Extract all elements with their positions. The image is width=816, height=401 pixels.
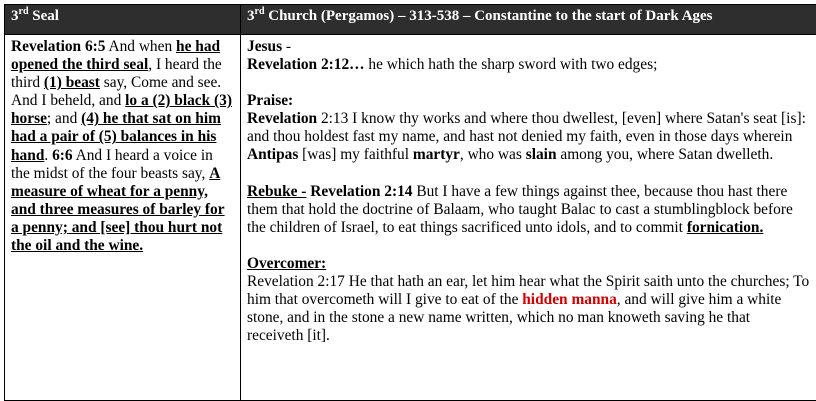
praise-label: Praise: xyxy=(247,92,810,110)
spacer xyxy=(247,165,810,183)
seal-text: Revelation 6:5 And when he had opened the third seal, I heard the third (1) beast say, Come and see. And I beheld, and lo a (2) black (3) horse; and (4) he that sat on him had a pair of (5) balances in his hand. 6:6 And I heard a voice in the midst of the four beasts say, A measure of wheat for a penny, and three measures of barley for a penny; and [see] thou hurt not the oil and the wine. xyxy=(11,38,234,255)
praise-verse: Revelation 2:13 I know thy works and where thou dwellest, [even] where Satan's seat [is]: and thou holdest fast my name, and hast not denied my faith, even in those days wherein Antipas [was] my faithful martyr, who was slain among you, where Satan dwelleth. xyxy=(247,110,810,164)
church-header: 3rd Church (Pergamos) – 313-538 – Constantine to the start of Dark Ages xyxy=(241,5,816,35)
header-row xyxy=(5,5,816,35)
rebuke-verse: Rebuke - Revelation 2:14 But I have a few things against thee, because thou hast there them that hold the doctrine of Balaam, who taught Balac to cast a stumblingblock before the children of Israel, to eat things sacrificed unto idols, and to commit fornication. xyxy=(247,183,810,237)
seal-header: 3rd Seal xyxy=(5,5,241,35)
seal-church-table xyxy=(4,4,816,401)
content-row xyxy=(5,35,816,401)
seal-cell xyxy=(5,35,241,401)
overcomer-verse: Revelation 2:17 He that hath an ear, let him hear what the Spirit saith unto the churches; To him that overcometh will I give to eat of the hidden manna, and will give him a white stone, and in the stone a new name written, which no man knoweth saving he that receiveth [it]. xyxy=(247,273,810,345)
spacer xyxy=(247,74,810,92)
jesus-verse: Revelation 2:12… he which hath the sharp sword with two edges; xyxy=(247,56,810,74)
church-cell xyxy=(241,35,816,401)
spacer xyxy=(247,237,810,255)
jesus-label-line: Jesus - xyxy=(247,38,810,56)
overcomer-label: Overcomer: xyxy=(247,255,810,273)
